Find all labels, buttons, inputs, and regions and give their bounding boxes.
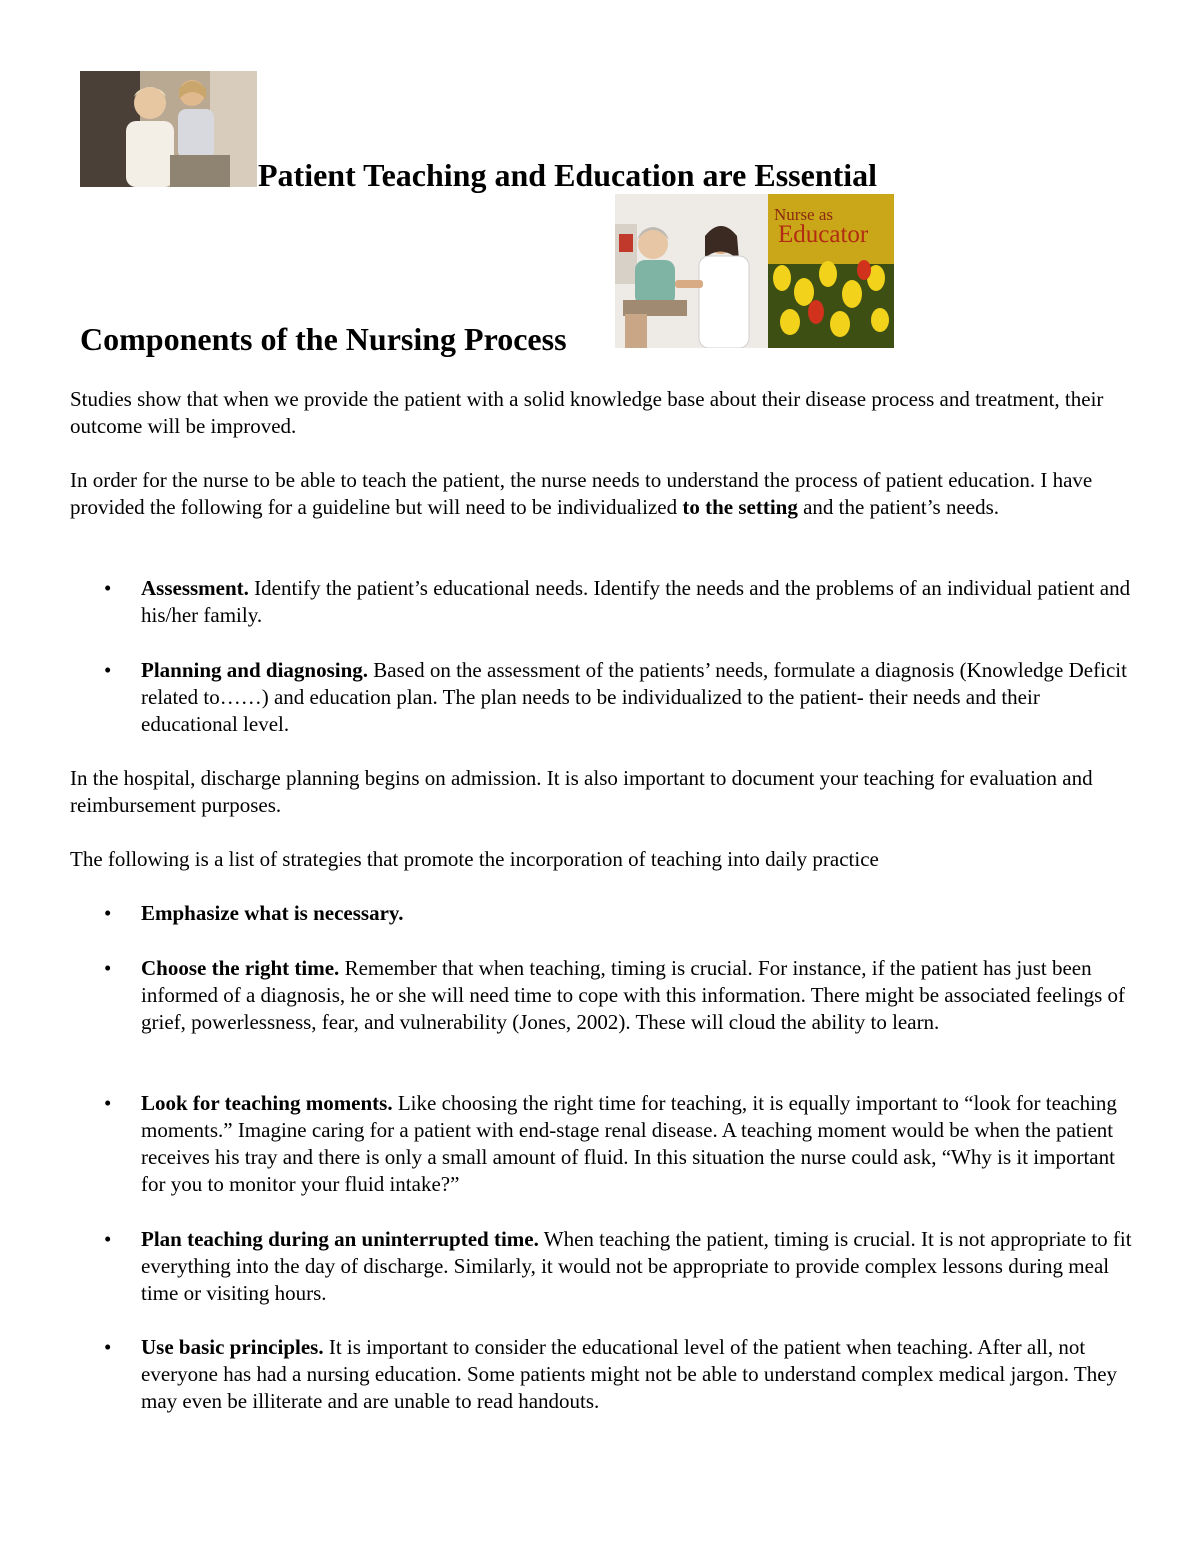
- book-title-line1: Nurse as: [774, 205, 834, 224]
- list-bullet: •: [104, 901, 112, 925]
- list-item-heading: Emphasize what is necessary.: [141, 901, 404, 925]
- list-item-text: Identify the patient’s educational needs. Identify the needs and the problems of an individual patient and his/her family.: [141, 576, 1131, 627]
- list-item-heading: Plan teaching during an uninterrupted time.: [141, 1227, 539, 1251]
- list-item-heading: Look for teaching moments.: [141, 1091, 393, 1115]
- list-item-text: It is important to consider the educational level of the patient when teaching. After all, not everyone has had a nursing education. Some patients might not be able to understand complex medical jargon. They may even be illiterate and are unable to read handouts.: [141, 1335, 1118, 1413]
- list-bullet: •: [104, 1091, 112, 1115]
- strategies-intro: The following is a list of strategies that promote the incorporation of teaching into daily practice: [70, 847, 879, 871]
- list-bullet: •: [104, 956, 112, 980]
- list-item-text: When teaching the patient, timing is crucial. It is not appropriate to fit everything into the day of discharge. Similarly, it would not be appropriate to provide complex lessons during meal time or visiting hours.: [141, 1227, 1132, 1305]
- section-heading: Components of the Nursing Process: [80, 321, 567, 357]
- list-bullet: •: [104, 1227, 112, 1251]
- guideline-paragraph: [70, 467, 1140, 521]
- strategy-item-right-time: [141, 955, 1141, 1036]
- list-item-heading: Choose the right time.: [141, 956, 340, 980]
- list-item-heading: Planning and diagnosing.: [141, 658, 369, 682]
- doctor-patient-photo: [615, 194, 768, 348]
- strategy-item-uninterrupted: [141, 1226, 1141, 1307]
- list-item-heading: Assessment.: [141, 576, 249, 600]
- book-title-line2: Educator: [778, 221, 869, 248]
- list-item-text: Remember that when teaching, timing is crucial. For instance, if the patient has just been informed of a diagnosis, he or she will need time to cope with this information. There might be associated feelings of grief, powerlessness, fear, and vulnerability (Jones, 2002). These will cloud the ability to learn.: [141, 956, 1126, 1034]
- list-item-text: Like choosing the right time for teaching, it is equally important to “look for teaching moments.” Imagine caring for a patient with end-stage renal disease. A teaching moment would be when the patient receives his tray and there is only a small amount of fluid. In this situation the nurse could ask, “Why is it important for you to monitor your fluid intake?”: [141, 1091, 1117, 1196]
- intro-paragraph: Studies show that when we provide the patient with a solid knowledge base about their disease process and treatment, their outcome will be improved.: [70, 387, 1104, 438]
- list-item-planning: [141, 657, 1141, 738]
- strategy-item-basic-principles: [141, 1334, 1141, 1415]
- list-bullet: •: [104, 1335, 112, 1359]
- discharge-paragraph: In the hospital, discharge planning begins on admission. It is also important to document your teaching for evaluation and reimbursement purposes.: [70, 766, 1093, 817]
- strategy-item-teaching-moments: [141, 1090, 1141, 1198]
- strategy-item-emphasize: [141, 900, 1141, 927]
- list-item-heading: Use basic principles.: [141, 1335, 324, 1359]
- page-title: Patient Teaching and Education are Essential: [258, 157, 878, 193]
- nurse-patient-illustration: [80, 71, 257, 187]
- list-item-text: Based on the assessment of the patients’ needs, formulate a diagnosis (Knowledge Deficit related to……) and education plan. The plan needs to be individualized to the patient- their needs and their educational level.: [141, 658, 1127, 736]
- nurse-patient-photo: [80, 71, 257, 187]
- guideline-text-start: In order for the nurse to be able to teach the patient, the nurse needs to understand the process of patient education. I have provided the following for a guideline but will need to be individualized: [70, 468, 1093, 519]
- list-item-assessment: [141, 575, 1141, 629]
- book-cover-image: [768, 194, 894, 348]
- guideline-text-end: and the patient’s needs.: [797, 495, 1000, 519]
- guideline-text-emphasis: to the setting: [682, 495, 798, 519]
- list-bullet: •: [104, 658, 112, 682]
- list-bullet: •: [104, 576, 112, 600]
- doctor-patient-illustration: [615, 194, 768, 348]
